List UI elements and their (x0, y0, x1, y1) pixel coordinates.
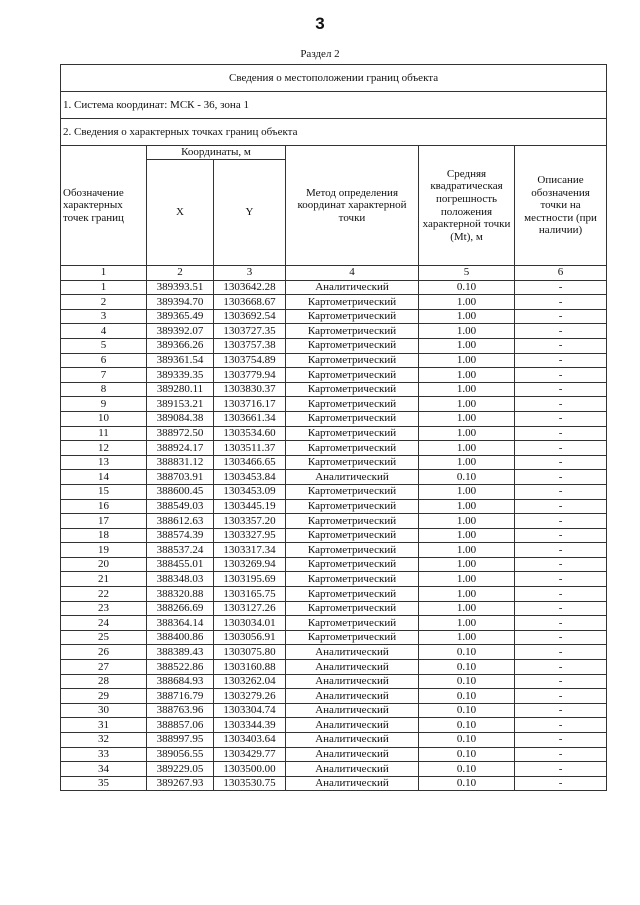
point-number-cell: 26 (61, 645, 147, 660)
x-coordinate-cell: 389365.49 (147, 309, 214, 324)
accuracy-cell: 0.10 (419, 674, 515, 689)
method-cell: Аналитический (286, 660, 419, 675)
point-number-cell: 7 (61, 368, 147, 383)
x-coordinate-cell: 389393.51 (147, 280, 214, 295)
column-number-2: 2 (147, 266, 214, 281)
accuracy-cell: 1.00 (419, 382, 515, 397)
description-cell: - (515, 674, 607, 689)
point-number-cell: 8 (61, 382, 147, 397)
method-cell: Картометрический (286, 441, 419, 456)
description-cell: - (515, 660, 607, 675)
accuracy-cell: 1.00 (419, 484, 515, 499)
description-cell: - (515, 353, 607, 368)
x-coordinate-cell: 389392.07 (147, 324, 214, 339)
description-cell: - (515, 557, 607, 572)
method-cell: Картометрический (286, 587, 419, 602)
point-number-cell: 35 (61, 776, 147, 791)
method-cell: Картометрический (286, 426, 419, 441)
method-cell: Аналитический (286, 762, 419, 777)
point-number-cell: 20 (61, 557, 147, 572)
method-cell: Картометрический (286, 309, 419, 324)
table-title-row (61, 65, 607, 92)
column-numbers-row (61, 266, 607, 281)
point-number-cell: 19 (61, 543, 147, 558)
table-title: Сведения о местоположении границ объекта (61, 65, 607, 92)
accuracy-cell: 1.00 (419, 353, 515, 368)
x-coordinate-cell: 388574.39 (147, 528, 214, 543)
accuracy-cell: 0.10 (419, 470, 515, 485)
x-coordinate-cell: 388831.12 (147, 455, 214, 470)
table-row (61, 411, 607, 426)
method-cell: Картометрический (286, 353, 419, 368)
table-row (61, 776, 607, 791)
description-cell: - (515, 295, 607, 310)
x-coordinate-cell: 388997.95 (147, 733, 214, 748)
table-row (61, 528, 607, 543)
y-coordinate-cell: 1303056.91 (214, 630, 286, 645)
accuracy-cell: 1.00 (419, 338, 515, 353)
method-cell: Картометрический (286, 616, 419, 631)
accuracy-cell: 1.00 (419, 426, 515, 441)
point-number-cell: 18 (61, 528, 147, 543)
method-cell: Картометрический (286, 397, 419, 412)
x-coordinate-cell: 388549.03 (147, 499, 214, 514)
method-cell: Аналитический (286, 733, 419, 748)
y-coordinate-cell: 1303357.20 (214, 514, 286, 529)
point-number-cell: 9 (61, 397, 147, 412)
x-coordinate-cell: 388612.63 (147, 514, 214, 529)
header-x: X (147, 160, 214, 266)
x-coordinate-cell: 388400.86 (147, 630, 214, 645)
description-cell: - (515, 426, 607, 441)
accuracy-cell: 1.00 (419, 616, 515, 631)
table-row (61, 645, 607, 660)
x-coordinate-cell: 388684.93 (147, 674, 214, 689)
description-cell: - (515, 543, 607, 558)
x-coordinate-cell: 388924.17 (147, 441, 214, 456)
method-cell: Картометрический (286, 572, 419, 587)
column-number-4: 4 (286, 266, 419, 281)
description-cell: - (515, 718, 607, 733)
y-coordinate-cell: 1303327.95 (214, 528, 286, 543)
table-row (61, 616, 607, 631)
point-number-cell: 30 (61, 703, 147, 718)
description-cell: - (515, 397, 607, 412)
method-cell: Аналитический (286, 470, 419, 485)
y-coordinate-cell: 1303754.89 (214, 353, 286, 368)
y-coordinate-cell: 1303195.69 (214, 572, 286, 587)
coordinate-system-row (61, 92, 607, 119)
accuracy-cell: 1.00 (419, 543, 515, 558)
y-coordinate-cell: 1303317.34 (214, 543, 286, 558)
table-row (61, 353, 607, 368)
accuracy-cell: 1.00 (419, 368, 515, 383)
header-y: Y (214, 160, 286, 266)
accuracy-cell: 0.10 (419, 280, 515, 295)
accuracy-cell: 0.10 (419, 762, 515, 777)
table-row (61, 484, 607, 499)
method-cell: Картометрический (286, 601, 419, 616)
accuracy-cell: 1.00 (419, 309, 515, 324)
y-coordinate-cell: 1303165.75 (214, 587, 286, 602)
column-number-6: 6 (515, 266, 607, 281)
y-coordinate-cell: 1303779.94 (214, 368, 286, 383)
description-cell: - (515, 587, 607, 602)
point-number-cell: 27 (61, 660, 147, 675)
point-number-cell: 32 (61, 733, 147, 748)
header-description: Описание обозначения точки на местности (при наличии) (515, 146, 607, 266)
description-cell: - (515, 747, 607, 762)
point-number-cell: 10 (61, 411, 147, 426)
y-coordinate-cell: 1303034.01 (214, 616, 286, 631)
method-cell: Картометрический (286, 411, 419, 426)
y-coordinate-cell: 1303642.28 (214, 280, 286, 295)
y-coordinate-cell: 1303269.94 (214, 557, 286, 572)
table-row (61, 660, 607, 675)
y-coordinate-cell: 1303429.77 (214, 747, 286, 762)
accuracy-cell: 1.00 (419, 324, 515, 339)
y-coordinate-cell: 1303403.64 (214, 733, 286, 748)
point-number-cell: 31 (61, 718, 147, 733)
header-coordinates: Координаты, м (147, 146, 286, 160)
description-cell: - (515, 776, 607, 791)
method-cell: Аналитический (286, 718, 419, 733)
table-row (61, 572, 607, 587)
header-accuracy: Средняя квадратическая погрешность положения характерной точки (Mt), м (419, 146, 515, 266)
description-cell: - (515, 689, 607, 704)
accuracy-cell: 1.00 (419, 499, 515, 514)
y-coordinate-cell: 1303279.26 (214, 689, 286, 704)
table-row (61, 470, 607, 485)
method-cell: Аналитический (286, 776, 419, 791)
x-coordinate-cell: 388600.45 (147, 484, 214, 499)
method-cell: Картометрический (286, 324, 419, 339)
method-cell: Картометрический (286, 514, 419, 529)
accuracy-cell: 1.00 (419, 411, 515, 426)
point-number-cell: 29 (61, 689, 147, 704)
x-coordinate-cell: 389229.05 (147, 762, 214, 777)
x-coordinate-cell: 389084.38 (147, 411, 214, 426)
table-row (61, 543, 607, 558)
table-row (61, 295, 607, 310)
description-cell: - (515, 382, 607, 397)
accuracy-cell: 1.00 (419, 514, 515, 529)
accuracy-cell: 1.00 (419, 587, 515, 602)
y-coordinate-cell: 1303262.04 (214, 674, 286, 689)
y-coordinate-cell: 1303511.37 (214, 441, 286, 456)
y-coordinate-cell: 1303830.37 (214, 382, 286, 397)
table-row (61, 703, 607, 718)
table-row (61, 499, 607, 514)
table-row (61, 689, 607, 704)
description-cell: - (515, 572, 607, 587)
point-number-cell: 1 (61, 280, 147, 295)
method-cell: Картометрический (286, 528, 419, 543)
x-coordinate-cell: 388522.86 (147, 660, 214, 675)
y-coordinate-cell: 1303127.26 (214, 601, 286, 616)
column-number-1: 1 (61, 266, 147, 281)
accuracy-cell: 1.00 (419, 630, 515, 645)
accuracy-cell: 1.00 (419, 557, 515, 572)
y-coordinate-cell: 1303727.35 (214, 324, 286, 339)
table-row (61, 557, 607, 572)
table-row (61, 718, 607, 733)
page-number: 3 (315, 14, 325, 33)
accuracy-cell: 0.10 (419, 747, 515, 762)
point-number-cell: 33 (61, 747, 147, 762)
x-coordinate-cell: 389361.54 (147, 353, 214, 368)
method-cell: Аналитический (286, 645, 419, 660)
table-row (61, 382, 607, 397)
table-row (61, 368, 607, 383)
point-number-cell: 6 (61, 353, 147, 368)
x-coordinate-cell: 389280.11 (147, 382, 214, 397)
description-cell: - (515, 455, 607, 470)
method-cell: Картометрический (286, 455, 419, 470)
point-number-cell: 21 (61, 572, 147, 587)
method-cell: Аналитический (286, 689, 419, 704)
table-row (61, 733, 607, 748)
description-cell: - (515, 280, 607, 295)
accuracy-cell: 1.00 (419, 441, 515, 456)
description-cell: - (515, 762, 607, 777)
description-cell: - (515, 514, 607, 529)
point-number-cell: 28 (61, 674, 147, 689)
description-cell: - (515, 528, 607, 543)
point-number-cell: 5 (61, 338, 147, 353)
method-cell: Картометрический (286, 484, 419, 499)
x-coordinate-cell: 388703.91 (147, 470, 214, 485)
y-coordinate-cell: 1303075.80 (214, 645, 286, 660)
description-cell: - (515, 470, 607, 485)
accuracy-cell: 0.10 (419, 733, 515, 748)
description-cell: - (515, 338, 607, 353)
y-coordinate-cell: 1303668.67 (214, 295, 286, 310)
point-number-cell: 13 (61, 455, 147, 470)
column-number-3: 3 (214, 266, 286, 281)
point-number-cell: 25 (61, 630, 147, 645)
y-coordinate-cell: 1303344.39 (214, 718, 286, 733)
table-row (61, 426, 607, 441)
accuracy-cell: 1.00 (419, 455, 515, 470)
y-coordinate-cell: 1303716.17 (214, 397, 286, 412)
x-coordinate-cell: 388716.79 (147, 689, 214, 704)
x-coordinate-cell: 389153.21 (147, 397, 214, 412)
description-cell: - (515, 499, 607, 514)
description-cell: - (515, 441, 607, 456)
x-coordinate-cell: 388364.14 (147, 616, 214, 631)
accuracy-cell: 0.10 (419, 645, 515, 660)
points-info-text: 2. Сведения о характерных точках границ объекта (61, 119, 607, 146)
coordinate-system-text: 1. Система координат: МСК - 36, зона 1 (61, 92, 607, 119)
header-row-top (61, 146, 607, 160)
point-number-cell: 2 (61, 295, 147, 310)
point-number-cell: 34 (61, 762, 147, 777)
y-coordinate-cell: 1303304.74 (214, 703, 286, 718)
y-coordinate-cell: 1303445.19 (214, 499, 286, 514)
x-coordinate-cell: 389366.26 (147, 338, 214, 353)
method-cell: Картометрический (286, 368, 419, 383)
points-info-row (61, 119, 607, 146)
table-row (61, 514, 607, 529)
y-coordinate-cell: 1303530.75 (214, 776, 286, 791)
y-coordinate-cell: 1303692.54 (214, 309, 286, 324)
x-coordinate-cell: 388857.06 (147, 718, 214, 733)
accuracy-cell: 1.00 (419, 397, 515, 412)
y-coordinate-cell: 1303534.60 (214, 426, 286, 441)
accuracy-cell: 0.10 (419, 660, 515, 675)
description-cell: - (515, 630, 607, 645)
point-number-cell: 12 (61, 441, 147, 456)
x-coordinate-cell: 388266.69 (147, 601, 214, 616)
table-row (61, 324, 607, 339)
table-row (61, 397, 607, 412)
description-cell: - (515, 645, 607, 660)
y-coordinate-cell: 1303500.00 (214, 762, 286, 777)
x-coordinate-cell: 388389.43 (147, 645, 214, 660)
x-coordinate-cell: 389267.93 (147, 776, 214, 791)
accuracy-cell: 1.00 (419, 601, 515, 616)
accuracy-cell: 0.10 (419, 703, 515, 718)
x-coordinate-cell: 388972.50 (147, 426, 214, 441)
point-number-cell: 3 (61, 309, 147, 324)
y-coordinate-cell: 1303160.88 (214, 660, 286, 675)
method-cell: Картометрический (286, 630, 419, 645)
description-cell: - (515, 601, 607, 616)
description-cell: - (515, 484, 607, 499)
point-number-cell: 22 (61, 587, 147, 602)
header-point-designation: Обозначение характерных точек границ (61, 146, 147, 266)
header-method: Метод определения координат характерной точки (286, 146, 419, 266)
point-number-cell: 11 (61, 426, 147, 441)
section-label: Раздел 2 (300, 48, 340, 60)
table-row (61, 338, 607, 353)
description-cell: - (515, 616, 607, 631)
method-cell: Картометрический (286, 295, 419, 310)
accuracy-cell: 0.10 (419, 718, 515, 733)
accuracy-cell: 1.00 (419, 295, 515, 310)
table-row (61, 309, 607, 324)
y-coordinate-cell: 1303757.38 (214, 338, 286, 353)
method-cell: Картометрический (286, 499, 419, 514)
x-coordinate-cell: 388320.88 (147, 587, 214, 602)
x-coordinate-cell: 388348.03 (147, 572, 214, 587)
description-cell: - (515, 733, 607, 748)
y-coordinate-cell: 1303453.84 (214, 470, 286, 485)
point-number-cell: 16 (61, 499, 147, 514)
method-cell: Аналитический (286, 703, 419, 718)
y-coordinate-cell: 1303466.65 (214, 455, 286, 470)
y-coordinate-cell: 1303453.09 (214, 484, 286, 499)
description-cell: - (515, 411, 607, 426)
table-row (61, 441, 607, 456)
table-row (61, 455, 607, 470)
x-coordinate-cell: 388455.01 (147, 557, 214, 572)
method-cell: Аналитический (286, 674, 419, 689)
accuracy-cell: 1.00 (419, 572, 515, 587)
table-row (61, 630, 607, 645)
point-number-cell: 23 (61, 601, 147, 616)
x-coordinate-cell: 389339.35 (147, 368, 214, 383)
description-cell: - (515, 324, 607, 339)
y-coordinate-cell: 1303661.34 (214, 411, 286, 426)
point-number-cell: 14 (61, 470, 147, 485)
column-number-5: 5 (419, 266, 515, 281)
x-coordinate-cell: 388537.24 (147, 543, 214, 558)
x-coordinate-cell: 389056.55 (147, 747, 214, 762)
accuracy-cell: 0.10 (419, 689, 515, 704)
method-cell: Картометрический (286, 557, 419, 572)
method-cell: Картометрический (286, 382, 419, 397)
x-coordinate-cell: 388763.96 (147, 703, 214, 718)
method-cell: Аналитический (286, 280, 419, 295)
table-row (61, 280, 607, 295)
method-cell: Картометрический (286, 338, 419, 353)
table-row (61, 587, 607, 602)
description-cell: - (515, 703, 607, 718)
table-row (61, 747, 607, 762)
table-row (61, 674, 607, 689)
accuracy-cell: 0.10 (419, 776, 515, 791)
point-number-cell: 17 (61, 514, 147, 529)
x-coordinate-cell: 389394.70 (147, 295, 214, 310)
method-cell: Картометрический (286, 543, 419, 558)
boundary-points-table (60, 64, 607, 791)
point-number-cell: 15 (61, 484, 147, 499)
method-cell: Аналитический (286, 747, 419, 762)
description-cell: - (515, 309, 607, 324)
table-row (61, 762, 607, 777)
description-cell: - (515, 368, 607, 383)
table-row (61, 601, 607, 616)
point-number-cell: 24 (61, 616, 147, 631)
point-number-cell: 4 (61, 324, 147, 339)
accuracy-cell: 1.00 (419, 528, 515, 543)
